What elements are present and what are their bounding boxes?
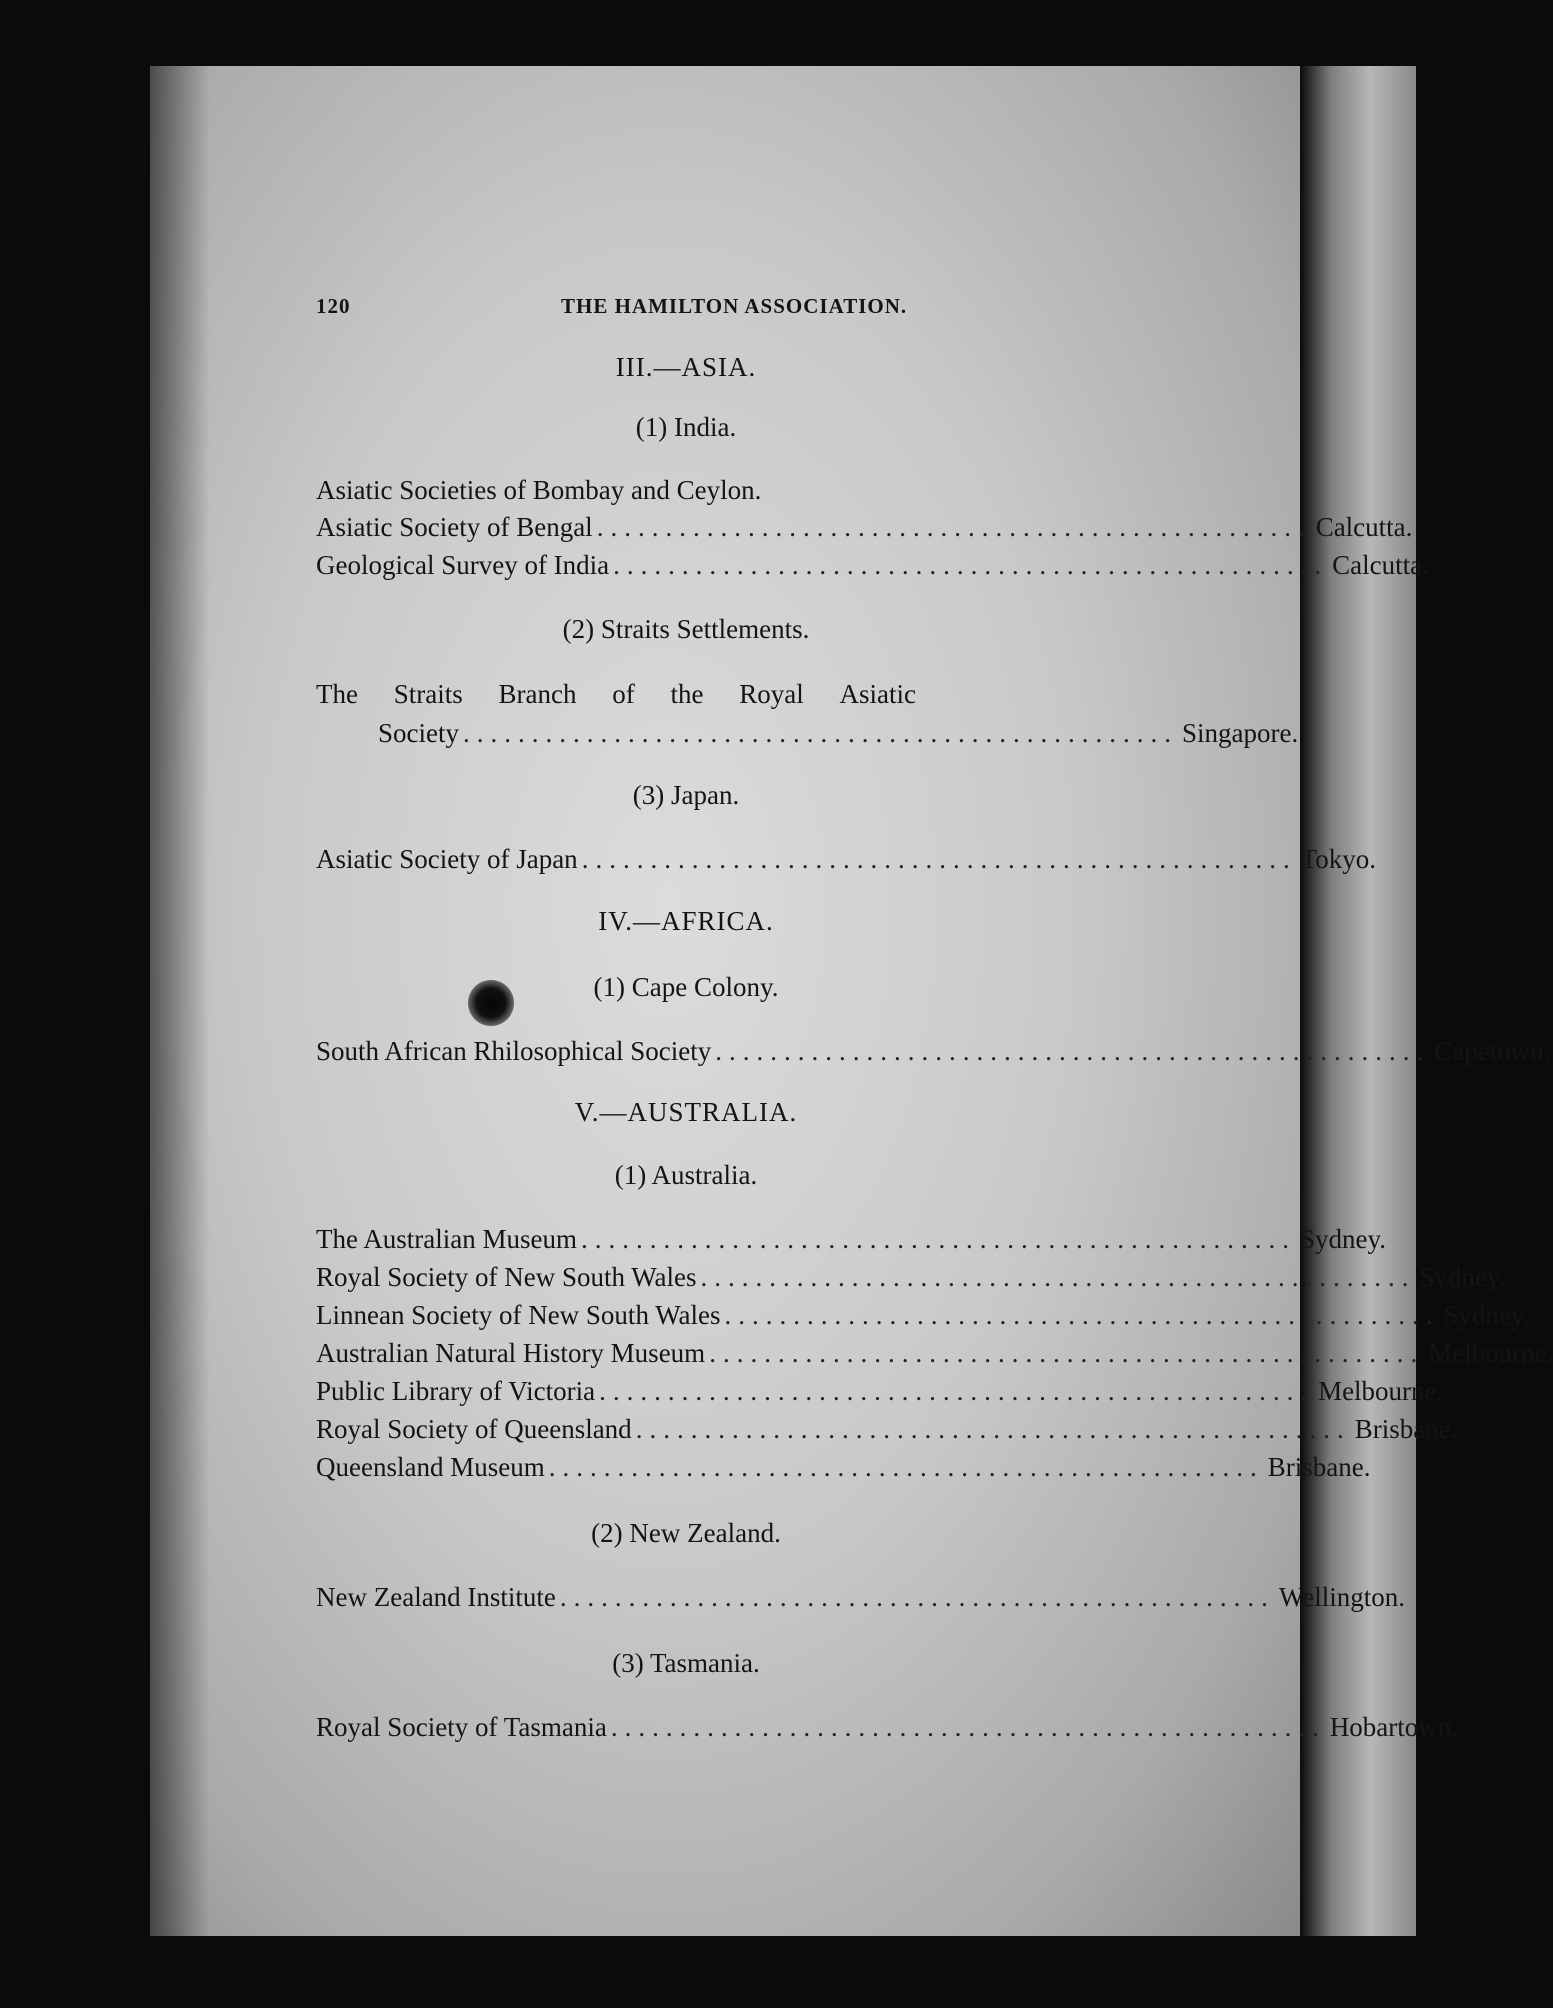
society-name: Asiatic Society of Japan	[316, 844, 578, 874]
subsection-title: (2) Straits Settlements.	[562, 614, 810, 644]
society-location: Hobartown.	[1329, 1712, 1459, 1742]
subsection-title: (1) India.	[635, 412, 737, 442]
running-title: THE HAMILTON ASSOCIATION.	[561, 294, 908, 318]
leader-dots: ....................................................	[724, 1300, 1440, 1330]
society-name: Public Library of Victoria	[316, 1376, 596, 1406]
leader-dots: ....................................................	[581, 844, 1297, 874]
leader-dots: ....................................................	[548, 1452, 1264, 1482]
society-name: New Zealand Institute	[316, 1582, 556, 1612]
society-location: Wellington.	[1278, 1582, 1405, 1612]
list-item	[316, 1224, 1386, 1262]
subsection-title: (3) Tasmania.	[612, 1648, 760, 1678]
society-name: Royal Society of New South Wales	[316, 1262, 697, 1292]
subsection-title: (2) New Zealand.	[591, 1518, 781, 1548]
word: of	[612, 679, 635, 709]
society-location: Singapore.	[1182, 718, 1299, 748]
society-location: Sydney.	[1443, 1300, 1530, 1330]
justified-words	[316, 679, 916, 710]
wrapped-entry-line-1	[316, 679, 1066, 710]
leader-dots: ....................................................	[610, 1712, 1326, 1742]
leader-dots: ....................................................	[715, 1036, 1431, 1066]
society-location: Calcutta.	[1332, 550, 1429, 580]
society-location: Calcutta.	[1315, 512, 1413, 542]
list-item	[316, 1338, 1553, 1376]
word: the	[670, 679, 704, 709]
society-name: The Australian Museum	[316, 1224, 577, 1254]
society-name: South African Rhilosophical Society	[316, 1036, 712, 1066]
section-title: III.—ASIA.	[615, 352, 757, 382]
word: Straits	[393, 679, 463, 709]
society-name: Linnean Society of New South Wales	[316, 1300, 721, 1330]
society-name: Royal Society of Tasmania	[316, 1712, 607, 1742]
society-location: Capetown.	[1434, 1036, 1551, 1066]
leader-dots: ....................................................	[463, 718, 1178, 748]
society-name: Queensland Museum	[316, 1452, 545, 1482]
society-location: Tokyo.	[1300, 844, 1377, 874]
list-item	[316, 844, 1377, 882]
leader-dots: ....................................................	[580, 1224, 1296, 1254]
society-name: Geological Survey of India	[316, 550, 610, 580]
society-location: Sydney.	[1299, 1224, 1386, 1254]
section-title: IV.—AFRICA.	[598, 906, 774, 936]
leader-dots: ....................................................	[599, 1376, 1315, 1406]
society-name: Asiatic Society of Bengal	[316, 512, 593, 542]
list-item	[316, 1712, 1459, 1750]
list-item	[316, 1414, 1458, 1452]
leader-dots: ....................................................	[596, 512, 1312, 542]
list-item	[378, 718, 1299, 756]
leader-dots: ....................................................	[559, 1582, 1275, 1612]
list-item	[316, 1376, 1444, 1414]
society-location: Sydney.	[1419, 1262, 1506, 1292]
society-location: Melbourne.	[1428, 1338, 1553, 1368]
lead-line: Asiatic Societies of Bombay and Ceylon.	[316, 475, 762, 505]
list-item	[316, 1262, 1506, 1300]
list-item	[316, 1582, 1405, 1620]
section-title: V.—AUSTRALIA.	[574, 1097, 798, 1127]
list-item	[316, 1300, 1530, 1338]
society-location: Brisbane.	[1354, 1414, 1458, 1444]
page-number: 120	[316, 294, 351, 318]
word: The	[316, 679, 358, 709]
subsection-title: (3) Japan.	[632, 780, 740, 810]
society-location: Melbourne.	[1318, 1376, 1444, 1406]
running-header	[316, 294, 986, 324]
leader-dots: ....................................................	[700, 1262, 1416, 1292]
list-item	[316, 550, 1429, 588]
list-item	[316, 512, 1413, 550]
word: Branch	[498, 679, 577, 709]
society-name: Royal Society of Queensland	[316, 1414, 632, 1444]
leader-dots: ....................................................	[635, 1414, 1351, 1444]
list-item	[316, 1452, 1371, 1490]
leader-dots: ....................................................	[709, 1338, 1425, 1368]
subsection-title: (1) Australia.	[614, 1160, 758, 1190]
list-item	[316, 1036, 1551, 1074]
subsection-title: (1) Cape Colony.	[593, 972, 779, 1002]
word: Asiatic	[839, 679, 916, 709]
society-name: Australian Natural History Museum	[316, 1338, 706, 1368]
leader-dots: ....................................................	[613, 550, 1329, 580]
society-name-continued: Society	[378, 718, 459, 748]
society-location: Brisbane.	[1267, 1452, 1371, 1482]
word: Royal	[739, 679, 804, 709]
